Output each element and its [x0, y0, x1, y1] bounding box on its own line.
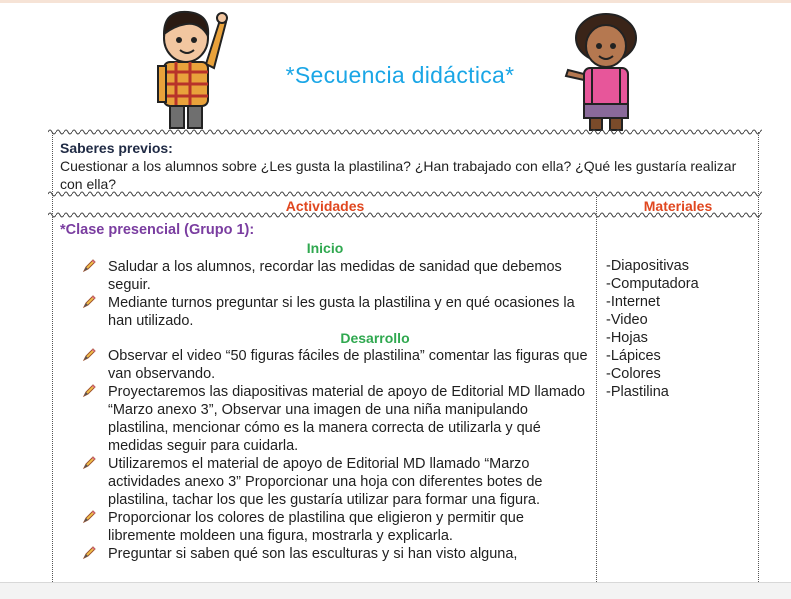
list-item	[80, 545, 592, 563]
saberes-previos	[60, 139, 750, 193]
inicio-item-1: Saludar a los alumnos, recordar las medidas de sanidad que debemos seguir.	[108, 259, 562, 293]
material-item: -Diapositivas	[606, 258, 689, 274]
material-item: -Colores	[606, 366, 661, 382]
pencil-icon	[82, 510, 96, 524]
desarrollo-item-1: Observar el video “50 figuras fáciles de plastilina” comentar las figuras que van observando.	[108, 348, 588, 382]
pencil-icon	[82, 384, 96, 398]
list-item	[80, 509, 592, 545]
saberes-text: Cuestionar a los alumnos sobre ¿Les gusta la plastilina? ¿Han trabajado con ella? ¿Qué les gustaría realizar con ella?	[60, 158, 737, 192]
table-border-left	[52, 132, 53, 584]
desarrollo-item-2: Proyectaremos las diapositivas material de apoyo de Editorial MD llamado “Marzo anexo 3”, Observar una imagen de una niña manipulando plastilina, mencionar cómo es la manera correcta de utilizarla y qué medidas seguir para cuidarla.	[108, 384, 586, 454]
top-border	[0, 0, 791, 3]
material-item: -Plastilina	[606, 384, 669, 400]
page-bottom-edge	[0, 582, 791, 599]
material-item: -Internet	[606, 294, 660, 310]
list-item	[80, 294, 592, 330]
desarrollo-label: Desarrollo	[340, 330, 410, 346]
girl-illustration	[562, 12, 644, 132]
table-border-top	[48, 128, 762, 136]
desarrollo-list	[80, 347, 592, 563]
pencil-icon	[82, 546, 96, 560]
list-item	[80, 383, 592, 455]
inicio-label: Inicio	[306, 240, 344, 256]
materials-header: Materiales	[643, 198, 713, 214]
table-column-divider	[596, 194, 597, 584]
saberes-heading: Saberes previos:	[60, 140, 173, 156]
desarrollo-item-3: Utilizaremos el material de apoyo de Editorial MD llamado “Marzo actividades anexo 3” Proporcionar una hoja con diferentes botes de plastilina, tachar los que les gustaría utilizar para formar una figura.	[108, 456, 543, 508]
clase-presencial-label: *Clase presencial (Grupo 1):	[60, 222, 255, 238]
material-item: -Video	[606, 312, 648, 328]
material-item: -Computadora	[606, 276, 699, 292]
pencil-icon	[82, 259, 96, 273]
pencil-icon	[82, 348, 96, 362]
inicio-list	[80, 258, 592, 330]
page-title: *Secuencia didáctica*	[285, 62, 515, 88]
desarrollo-item-4: Proporcionar los colores de plastilina que eligieron y permitir que libremente moldeen una figura, mostrarla y explicarla.	[108, 510, 524, 544]
list-item	[80, 258, 592, 294]
list-item	[80, 347, 592, 383]
list-item	[80, 455, 592, 509]
boy-illustration	[150, 6, 228, 132]
desarrollo-item-5: Preguntar si saben qué son las esculturas y si han visto alguna,	[108, 546, 518, 562]
material-item: -Lápices	[606, 348, 661, 364]
inicio-item-2: Mediante turnos preguntar si les gusta la plastilina y en qué ocasiones la han utilizado.	[108, 295, 575, 329]
pencil-icon	[82, 456, 96, 470]
table-border-right	[758, 132, 759, 584]
activities-header: Actividades	[285, 198, 365, 214]
materials-list	[606, 257, 699, 401]
material-item: -Hojas	[606, 330, 648, 346]
pencil-icon	[82, 295, 96, 309]
